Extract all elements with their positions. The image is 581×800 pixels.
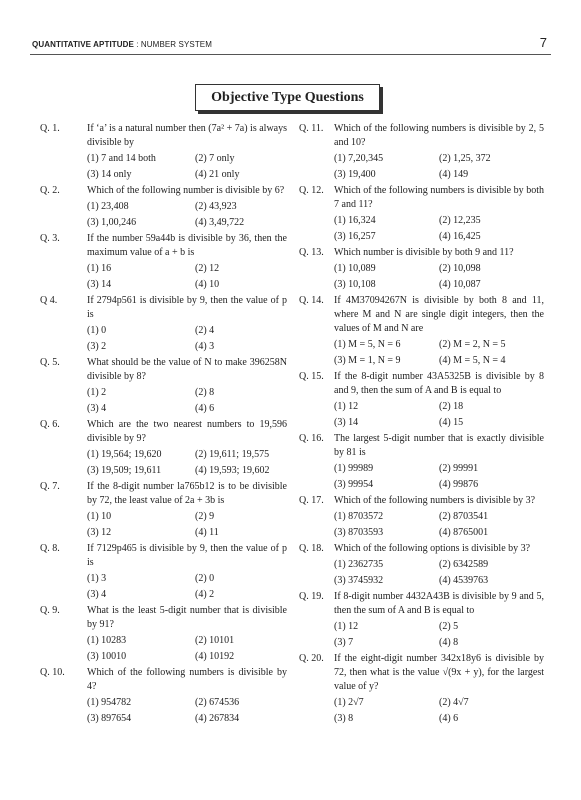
- answer-options: [87, 386, 287, 416]
- answer-option: (1) 954782: [87, 697, 132, 708]
- question-item: [299, 294, 544, 368]
- question-item: [40, 666, 287, 726]
- answer-option: (1) 99989: [334, 463, 374, 474]
- question-item: [40, 294, 287, 354]
- question-number: Q. 3.: [40, 233, 60, 244]
- answer-options: [87, 572, 287, 602]
- answer-option: (4) 19,593; 19,602: [195, 465, 270, 476]
- answer-option: (3) 1,00,246: [87, 217, 137, 228]
- answer-option: (1) 10,089: [334, 263, 376, 274]
- answer-option: (1) 2: [87, 387, 107, 398]
- answer-option: (3) 8: [334, 713, 354, 724]
- question-number: Q. 5.: [40, 357, 60, 368]
- question-text: If 8-digit number 4432A43B is divisible by 9 and 5, then the sum of A and B is equal to: [334, 591, 544, 616]
- question-text: Which of the following numbers is divisible by 3?: [334, 495, 536, 506]
- answer-options: [334, 262, 544, 292]
- answer-option: (1) 12: [334, 401, 359, 412]
- question-number: Q. 12.: [299, 185, 324, 196]
- left-column: [40, 122, 287, 728]
- answer-option: (1) M = 5, N = 6: [334, 339, 401, 350]
- answer-option: (3) 2: [87, 341, 107, 352]
- answer-option: (1) 16,324: [334, 215, 376, 226]
- answer-options: [87, 448, 287, 478]
- answer-option: (2) 12,235: [439, 215, 481, 226]
- page-number: 7: [539, 35, 547, 50]
- answer-option: (2) 43,923: [195, 201, 237, 212]
- answer-options: [334, 558, 544, 588]
- question-item: [299, 370, 544, 430]
- question-number: Q. 1.: [40, 123, 60, 134]
- answer-options: [334, 152, 544, 182]
- question-item: [299, 494, 544, 540]
- answer-option: (2) 7 only: [195, 153, 235, 164]
- question-text: If ‘a’ is a natural number then (7a² + 7a) is always divisible by: [87, 123, 287, 148]
- question-item: [299, 246, 544, 292]
- answer-option: (2) 674536: [195, 697, 240, 708]
- answer-option: (4) 15: [439, 417, 464, 428]
- answer-option: (3) 14: [87, 279, 112, 290]
- question-number: Q. 15.: [299, 371, 324, 382]
- question-item: [40, 356, 287, 416]
- answer-option: (2) 0: [195, 573, 215, 584]
- answer-option: (2) 19,611; 19,575: [195, 449, 270, 460]
- question-text: If 4M37094267N is divisible by both 8 and 11, where M and N are single digit integers, then the values of M and N are: [334, 295, 544, 334]
- question-text: What is the least 5-digit number that is divisible by 91?: [87, 605, 287, 630]
- answer-option: (2) 9: [195, 511, 215, 522]
- answer-options: [334, 338, 544, 368]
- answer-option: (2) 5: [439, 621, 459, 632]
- answer-option: (4) 10192: [195, 651, 235, 662]
- answer-option: (3) 10,108: [334, 279, 376, 290]
- answer-option: (4) 6: [195, 403, 215, 414]
- answer-option: (2) M = 2, N = 5: [439, 339, 506, 350]
- answer-option: (1) 12: [334, 621, 359, 632]
- question-item: [40, 480, 287, 540]
- header-separator: :: [133, 40, 141, 49]
- answer-option: (2) 99991: [439, 463, 479, 474]
- answer-option: (3) 3745932: [334, 575, 384, 586]
- question-text: If 2794p561 is divisible by 9, then the value of p is: [87, 295, 287, 320]
- question-number: Q. 7.: [40, 481, 60, 492]
- answer-option: (3) 4: [87, 589, 107, 600]
- answer-option: (3) 99954: [334, 479, 374, 490]
- answer-options: [334, 400, 544, 430]
- answer-option: (4) M = 5, N = 4: [439, 355, 506, 366]
- answer-option: (4) 8765001: [439, 527, 489, 538]
- answer-option: (1) 19,564; 19,620: [87, 449, 162, 460]
- question-number: Q 4.: [40, 295, 58, 306]
- answer-options: [334, 214, 544, 244]
- question-number: Q. 11.: [299, 123, 324, 134]
- question-number: Q. 18.: [299, 543, 324, 554]
- answer-option: (3) 14: [334, 417, 359, 428]
- question-number: Q. 16.: [299, 433, 324, 444]
- answer-option: (3) 4: [87, 403, 107, 414]
- answer-option: (4) 3,49,722: [195, 217, 245, 228]
- question-text: The largest 5-digit number that is exactly divisible by 81 is: [334, 433, 544, 458]
- answer-options: [334, 696, 544, 726]
- answer-option: (3) M = 1, N = 9: [334, 355, 401, 366]
- answer-option: (1) 8703572: [334, 511, 384, 522]
- question-number: Q. 10.: [40, 667, 65, 678]
- question-number: Q. 19.: [299, 591, 324, 602]
- right-column: [299, 122, 544, 728]
- answer-option: (1) 23,408: [87, 201, 129, 212]
- answer-options: [87, 152, 287, 182]
- answer-options: [87, 634, 287, 664]
- question-item: [299, 432, 544, 492]
- page-header: [30, 30, 551, 55]
- question-item: [40, 184, 287, 230]
- answer-option: (3) 16,257: [334, 231, 376, 242]
- answer-option: (4) 16,425: [439, 231, 481, 242]
- question-item: [299, 122, 544, 182]
- question-text: What should be the value of N to make 396258N divisible by 8?: [87, 357, 287, 382]
- answer-option: (2) 6342589: [439, 559, 489, 570]
- answer-option: (1) 10: [87, 511, 112, 522]
- answer-options: [334, 462, 544, 492]
- question-text: Which of the following numbers is divisible by 4?: [87, 667, 287, 692]
- answer-option: (4) 4539763: [439, 575, 489, 586]
- question-text: If the number 59a44b is divisible by 36, then the maximum value of a + b is: [87, 233, 287, 258]
- answer-option: (4) 10: [195, 279, 220, 290]
- question-text: If 7129p465 is divisible by 9, then the value of p is: [87, 543, 287, 568]
- question-item: [299, 652, 544, 726]
- answer-option: (1) 2√7: [334, 697, 364, 708]
- answer-options: [87, 324, 287, 354]
- question-item: [40, 604, 287, 664]
- answer-option: (4) 8: [439, 637, 459, 648]
- answer-options: [87, 696, 287, 726]
- question-text: If the 8-digit number la765b12 is to be divisible by 72, the least value of 2a + 3b is: [87, 481, 287, 506]
- question-item: [299, 542, 544, 588]
- question-item: [40, 542, 287, 602]
- answer-option: (2) 12: [195, 263, 220, 274]
- question-number: Q. 17.: [299, 495, 324, 506]
- question-text: Which of the following numbers is divisible by both 7 and 11?: [334, 185, 544, 210]
- header-label: [32, 40, 212, 49]
- answer-option: (2) 10101: [195, 635, 235, 646]
- answer-option: (4) 21 only: [195, 169, 240, 180]
- question-item: [299, 184, 544, 244]
- answer-option: (3) 7: [334, 637, 354, 648]
- answer-option: (2) 4: [195, 325, 215, 336]
- answer-option: (4) 10,087: [439, 279, 481, 290]
- question-number: Q. 20.: [299, 653, 324, 664]
- answer-options: [87, 200, 287, 230]
- question-text: Which are the two nearest numbers to 19,596 divisible by 9?: [87, 419, 287, 444]
- answer-option: (2) 8: [195, 387, 215, 398]
- question-item: [40, 122, 287, 182]
- answer-options: [334, 620, 544, 650]
- question-number: Q. 14.: [299, 295, 324, 306]
- question-number: Q. 2.: [40, 185, 60, 196]
- answer-option: (4) 3: [195, 341, 215, 352]
- answer-option: (1) 0: [87, 325, 107, 336]
- answer-option: (4) 149: [439, 169, 469, 180]
- answer-option: (3) 897654: [87, 713, 132, 724]
- question-number: Q. 13.: [299, 247, 324, 258]
- answer-option: (3) 19,400: [334, 169, 376, 180]
- header-topic: NUMBER SYSTEM: [140, 40, 213, 49]
- answer-option: (4) 11: [195, 527, 219, 538]
- question-text: Which of the following number is divisible by 6?: [87, 185, 285, 196]
- question-text: Which of the following options is divisible by 3?: [334, 543, 531, 554]
- answer-option: (4) 6: [439, 713, 459, 724]
- answer-option: (1) 16: [87, 263, 112, 274]
- question-item: [299, 590, 544, 650]
- answer-option: (3) 19,509; 19,611: [87, 465, 162, 476]
- answer-options: [87, 510, 287, 540]
- answer-option: (1) 10283: [87, 635, 127, 646]
- answer-option: (2) 1,25, 372: [439, 153, 491, 164]
- question-number: Q. 8.: [40, 543, 60, 554]
- question-text: Which number is divisible by both 9 and 11?: [334, 247, 514, 258]
- question-item: [40, 232, 287, 292]
- question-number: Q. 6.: [40, 419, 60, 430]
- question-text: If the eight-digit number 342x18y6 is divisible by 72, then what is the value √(9x + y), for the largest value of y?: [334, 653, 544, 692]
- answer-option: (2) 4√7: [439, 697, 469, 708]
- answer-option: (1) 2362735: [334, 559, 384, 570]
- answer-option: (1) 7,20,345: [334, 153, 384, 164]
- question-text: Which of the following numbers is divisible by 2, 5 and 10?: [334, 123, 544, 148]
- question-item: [40, 418, 287, 478]
- answer-option: (3) 8703593: [334, 527, 384, 538]
- answer-option: (1) 7 and 14 both: [87, 153, 156, 164]
- answer-options: [334, 510, 544, 540]
- answer-option: (4) 99876: [439, 479, 479, 490]
- answer-option: (2) 18: [439, 401, 464, 412]
- question-number: Q. 9.: [40, 605, 60, 616]
- answer-option: (4) 2: [195, 589, 215, 600]
- answer-option: (4) 267834: [195, 713, 240, 724]
- answer-option: (1) 3: [87, 573, 107, 584]
- section-title: Objective Type Questions: [195, 84, 380, 111]
- answer-option: (3) 12: [87, 527, 112, 538]
- answer-options: [87, 262, 287, 292]
- question-text: If the 8-digit number 43A5325B is divisible by 8 and 9, then the sum of A and B is equal to: [334, 371, 544, 396]
- answer-option: (2) 10,098: [439, 263, 481, 274]
- answer-option: (3) 10010: [87, 651, 127, 662]
- answer-option: (2) 8703541: [439, 511, 489, 522]
- header-subject: QUANTITATIVE APTITUDE: [32, 40, 134, 49]
- answer-option: (3) 14 only: [87, 169, 132, 180]
